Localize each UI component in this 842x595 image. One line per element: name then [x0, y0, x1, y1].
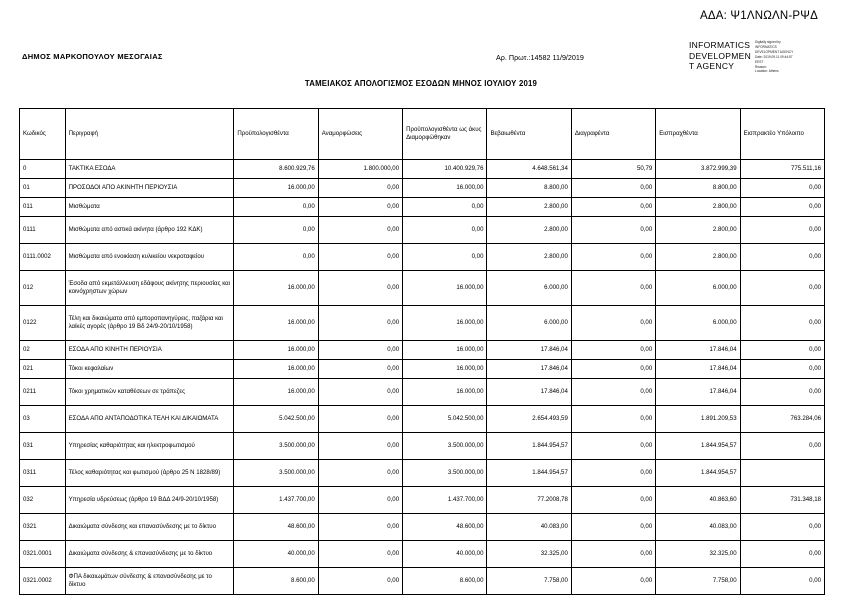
cell-value: 40.000,00: [234, 541, 318, 568]
cell-description: ΠΡΟΣΟΔΟΙ ΑΠΟ ΑΚΙΝΗΤΗ ΠΕΡΙΟΥΣΙΑ: [65, 179, 234, 198]
cell-value: 1.844.954,57: [656, 460, 740, 487]
table-row: [20, 541, 825, 568]
cell-value: 17.846,04: [656, 379, 740, 406]
cell-value: 0,00: [740, 514, 824, 541]
cell-description: Έσοδα από εκμετάλλευση εδάφους ακίνητης περιουσίας και κοινόχρηστων χώρων: [65, 271, 234, 306]
table-row: [20, 514, 825, 541]
cell-description: Υπηρεσίας καθαριότητας και ηλεκτροφωτισμού: [65, 433, 234, 460]
cell-value: 0,00: [403, 217, 487, 244]
table-header-row: [20, 109, 825, 160]
signature-line-7: Location: Athens: [755, 69, 779, 74]
protocol-number: Αρ. Πρωτ.:14582 11/9/2019: [496, 53, 584, 62]
cell-code: 01: [20, 179, 66, 198]
cell-description: ΦΠΑ δικαιωμάτων σύνδεσης & επανασύνδεσης με το δίκτυο: [65, 568, 234, 595]
cell-value: 0,00: [318, 433, 402, 460]
cell-value: 3.500.000,00: [403, 433, 487, 460]
table-row: [20, 198, 825, 217]
cell-description: ΕΣΟΔΑ ΑΠΟ ΑΝΤΑΠΟΔΟΤΙΚΑ ΤΕΛΗ ΚΑΙ ΔΙΚΑΙΩΜΑΤΑ: [65, 406, 234, 433]
cell-value: 0,00: [318, 179, 402, 198]
cell-value: 16.000,00: [234, 271, 318, 306]
column-header-code: Κωδικός: [20, 109, 66, 160]
cell-value: 763.284,06: [740, 406, 824, 433]
cell-value: 1.844.954,57: [487, 433, 571, 460]
cell-value: 1.437.700,00: [234, 487, 318, 514]
cell-value: 17.846,04: [656, 341, 740, 360]
cell-description: Μισθώματα από ενοικίαση κυλικείου νεκροταφείου: [65, 244, 234, 271]
cell-value: 0,00: [571, 341, 655, 360]
cell-value: 0,00: [318, 460, 402, 487]
cell-value: 16.000,00: [234, 306, 318, 341]
cell-value: 0,00: [571, 217, 655, 244]
cell-value: 16.000,00: [403, 179, 487, 198]
cell-value: 50,79: [571, 160, 655, 179]
cell-value: 2.800,00: [656, 244, 740, 271]
cell-value: 0,00: [740, 360, 824, 379]
cell-value: 0,00: [740, 198, 824, 217]
column-header-budgeted: Προϋπολογισθέντα: [234, 109, 318, 160]
cell-value: 16.000,00: [234, 341, 318, 360]
cell-value: 2.800,00: [656, 217, 740, 244]
cell-value: 0,00: [318, 514, 402, 541]
cell-value: 16.000,00: [403, 306, 487, 341]
cell-value: 0,00: [318, 198, 402, 217]
cell-value: 6.000,00: [487, 306, 571, 341]
cell-code: 011: [20, 198, 66, 217]
table-header: [20, 109, 825, 160]
cell-value: 0,00: [571, 179, 655, 198]
cell-value: 2.800,00: [487, 244, 571, 271]
cell-value: 0,00: [571, 360, 655, 379]
cell-value: 0,00: [234, 198, 318, 217]
cell-value: 0,00: [318, 541, 402, 568]
cell-value: [740, 460, 824, 487]
revenue-report-table: [19, 108, 825, 595]
cell-value: 731.348,18: [740, 487, 824, 514]
cell-value: 0,00: [740, 541, 824, 568]
cell-value: 7.758,00: [487, 568, 571, 595]
cell-code: 0111: [20, 217, 66, 244]
cell-value: 0,00: [571, 541, 655, 568]
cell-value: 0,00: [571, 198, 655, 217]
cell-value: 0,00: [740, 217, 824, 244]
cell-value: 8.600,00: [403, 568, 487, 595]
table-row: [20, 487, 825, 514]
cell-code: 0321: [20, 514, 66, 541]
cell-description: Τέλη και δικαιώματα από εμποροπανηγύρεις, παζάρια και λαϊκές αγορές (άρθρο 19 Βδ 24/9-20/10/1958): [65, 306, 234, 341]
column-header-deleted: Διαγραφέντα: [571, 109, 655, 160]
cell-value: 5.042.500,00: [234, 406, 318, 433]
cell-value: 0,00: [571, 244, 655, 271]
table-row: [20, 568, 825, 595]
column-header-description: Περιγραφή: [65, 109, 234, 160]
cell-value: 1.844.954,57: [656, 433, 740, 460]
cell-value: 1.844.954,57: [487, 460, 571, 487]
table-row: [20, 217, 825, 244]
digital-signature-stamp: [689, 40, 829, 74]
cell-value: 0,00: [571, 460, 655, 487]
cell-value: 3.872.999,39: [656, 160, 740, 179]
cell-value: 1.800.000,00: [318, 160, 402, 179]
cell-value: 40.863,60: [656, 487, 740, 514]
table-row: [20, 179, 825, 198]
cell-code: 0321.0002: [20, 568, 66, 595]
table-row: [20, 460, 825, 487]
cell-code: 0122: [20, 306, 66, 341]
cell-value: 0,00: [403, 244, 487, 271]
signature-line-4: Date: 2019.09.11 09:44:57: [755, 54, 793, 59]
cell-value: 0,00: [571, 406, 655, 433]
cell-value: 77.2008,78: [487, 487, 571, 514]
cell-value: 0,00: [571, 568, 655, 595]
signature-line-1: Digitally signed by: [755, 40, 781, 44]
cell-value: 8.600.929,76: [234, 160, 318, 179]
cell-value: 6.000,00: [656, 306, 740, 341]
cell-description: Δικαιώματα σύνδεσης & επανασύνδεσης με το δίκτυο: [65, 541, 234, 568]
cell-value: 0,00: [740, 306, 824, 341]
table-row: [20, 406, 825, 433]
table-row: [20, 433, 825, 460]
cell-description: Τόκοι κεφαλαίων: [65, 360, 234, 379]
column-header-remaining: Εισπρακτέο Υπόλοιπο: [740, 109, 824, 160]
cell-value: 0,00: [318, 271, 402, 306]
table-row: [20, 271, 825, 306]
cell-value: 16.000,00: [234, 379, 318, 406]
cell-value: 2.654.493,59: [487, 406, 571, 433]
cell-value: 40.000,00: [403, 541, 487, 568]
cell-value: 17.846,04: [487, 379, 571, 406]
cell-value: 2.800,00: [487, 217, 571, 244]
table-row: [20, 306, 825, 341]
cell-code: 012: [20, 271, 66, 306]
cell-value: 2.800,00: [656, 198, 740, 217]
signature-line-6: Reason:: [755, 64, 767, 69]
cell-value: 4.648.561,34: [487, 160, 571, 179]
cell-value: 16.000,00: [403, 271, 487, 306]
cell-value: 0,00: [740, 271, 824, 306]
cell-value: 17.846,04: [487, 341, 571, 360]
cell-value: 8.800,00: [487, 179, 571, 198]
cell-value: 0,00: [318, 379, 402, 406]
signature-line-5: EEST: [755, 59, 764, 64]
cell-value: 16.000,00: [403, 341, 487, 360]
cell-value: 16.000,00: [403, 379, 487, 406]
cell-value: 3.500.000,00: [234, 433, 318, 460]
cell-value: 2.800,00: [487, 198, 571, 217]
cell-value: 0,00: [234, 244, 318, 271]
document-title: ΤΑΜΕΙΑΚΟΣ ΑΠΟΛΟΓΙΣΜΟΣ ΕΣΟΔΩΝ ΜΗΝΟΣ ΙΟΥΛΙΟΥ 2019: [304, 79, 538, 88]
cell-value: 16.000,00: [234, 360, 318, 379]
agency-name-block: [689, 40, 751, 74]
municipality-name: ΔΗΜΟΣ ΜΑΡΚΟΠΟΥΛΟΥ ΜΕΣΟΓΑΙΑΣ: [22, 52, 163, 61]
cell-value: 17.846,04: [487, 360, 571, 379]
agency-line-2: DEVELOPMEN: [689, 50, 752, 61]
cell-value: 0,00: [571, 487, 655, 514]
cell-value: 6.000,00: [656, 271, 740, 306]
cell-value: 0,00: [740, 379, 824, 406]
cell-code: 0: [20, 160, 66, 179]
cell-value: 1.891.209,53: [656, 406, 740, 433]
cell-value: 0,00: [318, 406, 402, 433]
cell-value: 0,00: [318, 341, 402, 360]
cell-value: 0,00: [740, 433, 824, 460]
cell-value: 3.500.000,00: [403, 460, 487, 487]
signature-line-2: INFORMATICS: [755, 44, 777, 49]
column-header-revisions: Αναμορφώσεις: [318, 109, 402, 160]
agency-line-3: T AGENCY: [689, 61, 735, 71]
cell-value: 0,00: [403, 198, 487, 217]
cell-value: 10.400.929,76: [403, 160, 487, 179]
cell-value: 3.500.000,00: [234, 460, 318, 487]
cell-code: 031: [20, 433, 66, 460]
cell-value: 16.000,00: [234, 179, 318, 198]
cell-code: 0111.0002: [20, 244, 66, 271]
table-body: [20, 160, 825, 595]
cell-value: 0,00: [571, 379, 655, 406]
cell-description: ΕΣΟΔΑ ΑΠΟ ΚΙΝΗΤΗ ΠΕΡΙΟΥΣΙΑ: [65, 341, 234, 360]
cell-description: Μισθώματα από αστικά ακίνητα (άρθρο 192 ΚΔΚ): [65, 217, 234, 244]
cell-value: 40.083,00: [656, 514, 740, 541]
cell-value: 0,00: [318, 217, 402, 244]
cell-value: 40.083,00: [487, 514, 571, 541]
signature-line-3: DEVELOPMENT AGENCY: [755, 49, 794, 54]
table-row: [20, 360, 825, 379]
cell-description: Δικαιώματα σύνδεσης και επανασύνδεσης με το δίκτυο: [65, 514, 234, 541]
cell-code: 021: [20, 360, 66, 379]
cell-code: 0211: [20, 379, 66, 406]
cell-code: 0321.0001: [20, 541, 66, 568]
cell-value: 48.600,00: [234, 514, 318, 541]
cell-value: 0,00: [740, 244, 824, 271]
cell-description: Μισθώματα: [65, 198, 234, 217]
cell-description: Υπηρεσία υδρεύσεως (άρθρο 19 ΒΔΔ 24/9-20/10/1958): [65, 487, 234, 514]
cell-value: 0,00: [740, 179, 824, 198]
cell-value: 0,00: [740, 341, 824, 360]
agency-line-1: INFORMATICS: [689, 40, 751, 50]
cell-value: 0,00: [571, 271, 655, 306]
cell-description: Τόκοι χρηματικών καταθέσεων σε τράπεζες: [65, 379, 234, 406]
cell-value: 48.600,00: [403, 514, 487, 541]
cell-value: 7.758,00: [656, 568, 740, 595]
cell-value: 0,00: [234, 217, 318, 244]
cell-value: 0,00: [571, 306, 655, 341]
cell-value: 16.000,00: [403, 360, 487, 379]
column-header-certified: Βεβαιωθέντα: [487, 109, 571, 160]
cell-code: 03: [20, 406, 66, 433]
cell-value: 32.325,00: [487, 541, 571, 568]
cell-value: 32.325,00: [656, 541, 740, 568]
cell-value: 0,00: [318, 487, 402, 514]
table-row: [20, 341, 825, 360]
table-row: [20, 244, 825, 271]
cell-value: 0,00: [571, 514, 655, 541]
ada-code: ΑΔΑ: Ψ1ΛΝΩΛΝ-ΡΨΔ: [700, 10, 818, 22]
cell-code: 032: [20, 487, 66, 514]
cell-value: 0,00: [318, 306, 402, 341]
cell-value: 0,00: [571, 433, 655, 460]
signature-detail-block: [755, 40, 793, 74]
cell-description: ΤΑΚΤΙΚΑ ΕΣΟΔΑ: [65, 160, 234, 179]
cell-value: 17.846,04: [656, 360, 740, 379]
cell-value: 0,00: [318, 360, 402, 379]
column-header-formed: Προϋπολογισθέντα ως άκυς Διαμορφώθηκαν: [403, 109, 487, 160]
cell-value: 5.042.500,00: [403, 406, 487, 433]
column-header-collected: Εισπραχθέντα: [656, 109, 740, 160]
table-row: [20, 379, 825, 406]
cell-value: 775.511,16: [740, 160, 824, 179]
table-row: [20, 160, 825, 179]
cell-value: 1.437.700,00: [403, 487, 487, 514]
cell-description: Τέλος καθαριότητας και φωτισμού (άρθρο 25 Ν 1828/89): [65, 460, 234, 487]
cell-value: 0,00: [318, 568, 402, 595]
cell-value: 8.800,00: [656, 179, 740, 198]
cell-code: 02: [20, 341, 66, 360]
cell-value: 8.600,00: [234, 568, 318, 595]
cell-value: 6.000,00: [487, 271, 571, 306]
cell-value: 0,00: [318, 244, 402, 271]
cell-code: 0311: [20, 460, 66, 487]
cell-value: 0,00: [740, 568, 824, 595]
